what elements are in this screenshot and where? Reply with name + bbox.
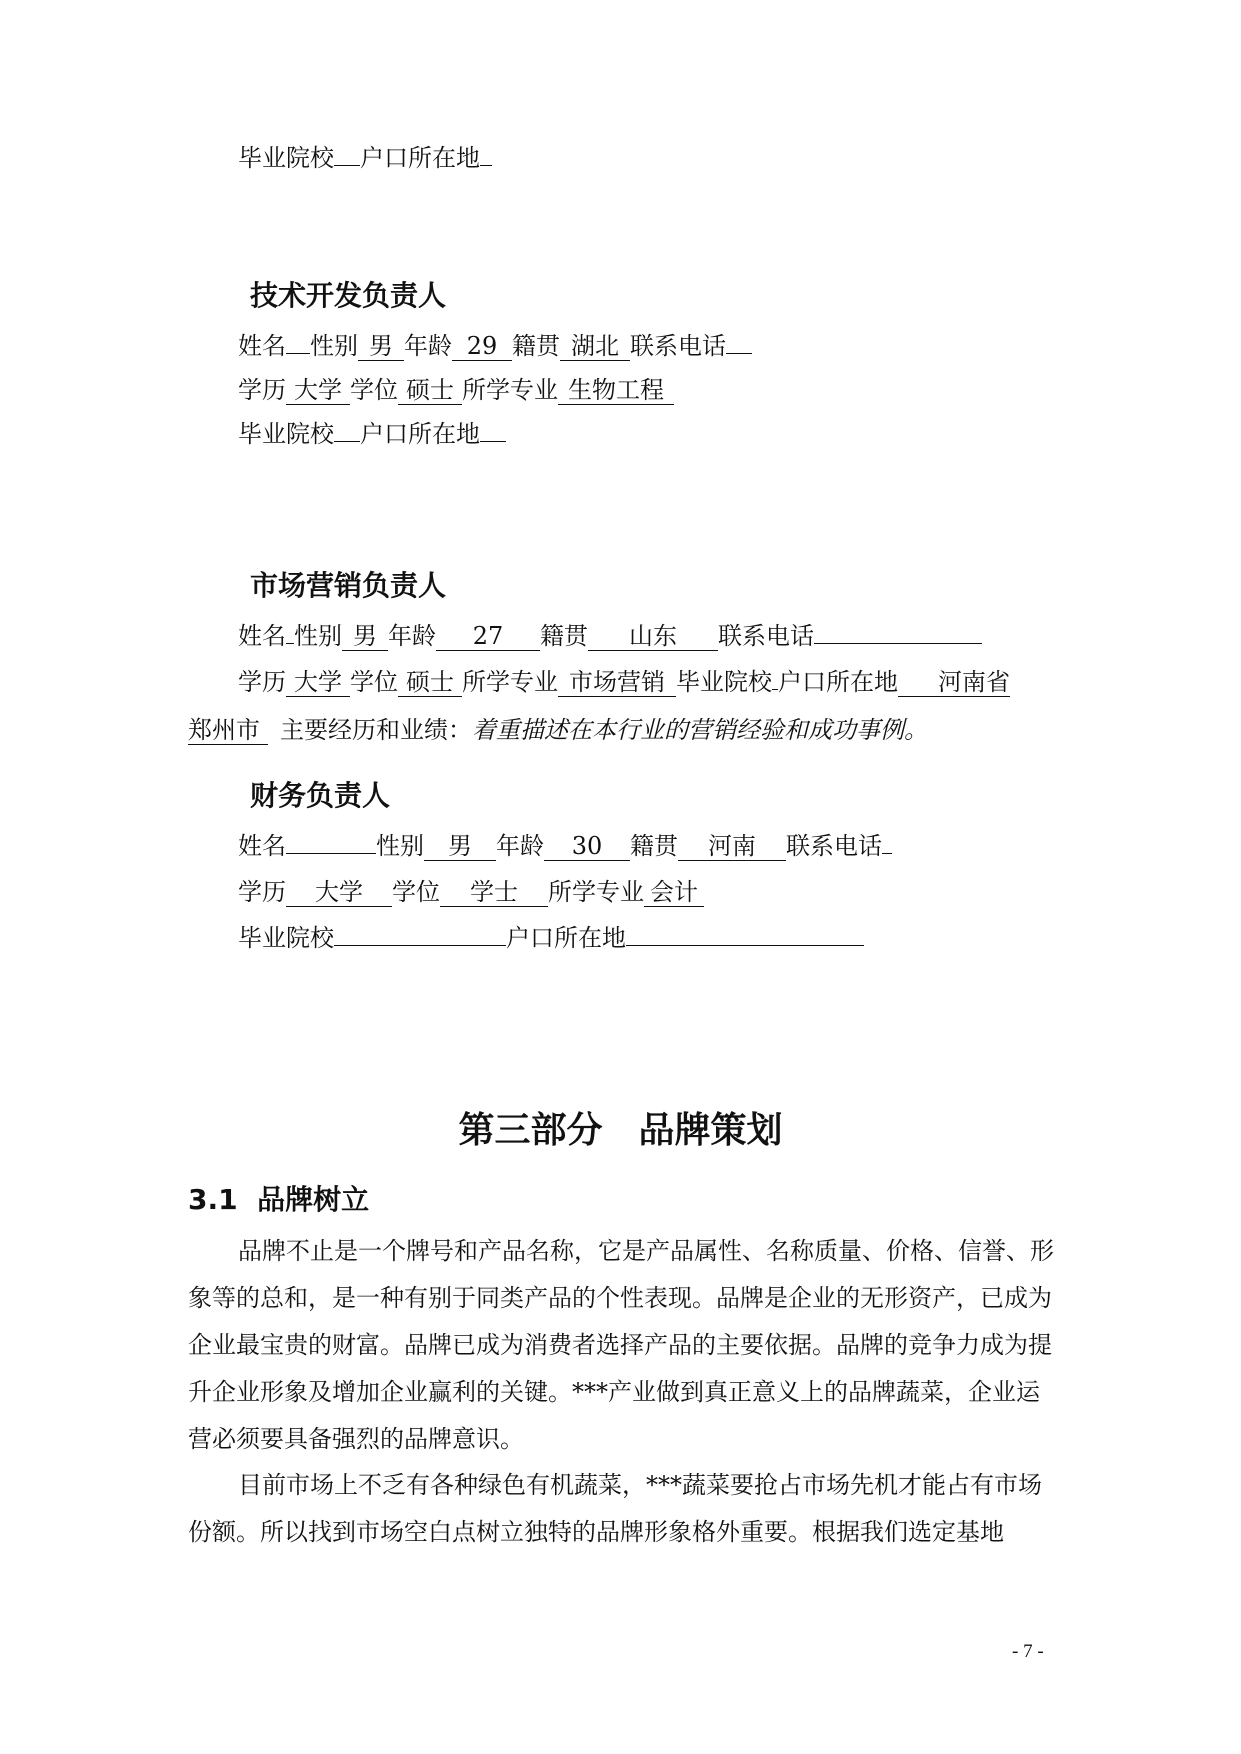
finance-age-value: 30 — [544, 832, 630, 861]
finance-edu-value: 大学 — [286, 878, 392, 907]
tech-origin-value: 湖北 — [560, 332, 630, 361]
finance-major-value: 会计 — [644, 878, 704, 907]
brand-paragraph-2: 目前市场上不乏有各种绿色有机蔬菜，***蔬菜要抢占市场先机才能占有市场份额。所以找到市场空白点树立独特的品牌形象格外重要。根据我们选定基地 — [188, 1471, 1042, 1546]
tech-lead-basic-info: 姓名 性别 男 年龄 29 籍贯 湖北 联系电话 — [238, 330, 752, 362]
tech-lead-education: 学历 大学 学位 硕士 所学专业 生物工程 — [238, 374, 674, 406]
top-school-line: 毕业院校 户口所在地 — [238, 142, 492, 174]
tech-age-value: 29 — [452, 332, 512, 361]
marketing-hukou-value-1: 河南省 — [898, 668, 1010, 697]
page-number: - 7 - — [1012, 1641, 1044, 1662]
marketing-lead-basic-info: 姓名 性别 男 年龄 27 籍贯 山东 联系电话 — [238, 620, 982, 652]
marketing-experience-note: 着重描述在本行业的营销经验和成功事例。 — [472, 716, 928, 744]
tech-degree-value: 硕士 — [398, 376, 462, 405]
marketing-degree-value: 硕士 — [398, 668, 462, 697]
tech-major-value: 生物工程 — [558, 376, 674, 405]
marketing-lead-education: 学历 大学 学位 硕士 所学专业 市场营销 毕业院校 户口所在地 河南省 — [238, 668, 1010, 696]
marketing-lead-heading: 市场营销负责人 — [250, 569, 447, 602]
finance-lead-heading: 财务负责人 — [250, 779, 391, 812]
part-title: 第三部分 品牌策划 — [458, 1110, 783, 1151]
marketing-lead-experience: 郑州市 主要经历和业绩：着重描述在本行业的营销经验和成功事例。 — [188, 716, 928, 744]
tech-lead-school: 毕业院校 户口所在地 — [238, 418, 506, 450]
tech-edu-value: 大学 — [286, 376, 350, 405]
finance-gender-value: 男 — [424, 832, 496, 861]
finance-lead-education: 学历 大学 学位 学士 所学专业 会计 — [238, 876, 704, 908]
brand-paragraph-1: 品牌不止是一个牌号和产品名称，它是产品属性、名称质量、价格、信誉、形象等的总和，是一种有别于同类产品的个性表现。品牌是企业的无形资产，已成为企业最宝贵的财富。品牌已成为消费者选择产品的主要依据。品牌的竞争力成为提升企业形象及增加企业赢利的关键。***产业做到真正意义上的品牌蔬菜，企业运营必须要具备强烈的品牌意识。 — [188, 1237, 1054, 1453]
marketing-origin-value: 山东 — [588, 622, 718, 651]
marketing-gender-value: 男 — [342, 622, 388, 651]
finance-lead-school: 毕业院校 户口所在地 — [238, 922, 864, 954]
tech-lead-heading: 技术开发负责人 — [250, 279, 447, 312]
section-title: 3.1 品牌树立 — [188, 1183, 370, 1216]
tech-gender-value: 男 — [358, 332, 404, 361]
finance-origin-value: 河南 — [678, 832, 786, 861]
finance-lead-basic-info: 姓名 性别 男 年龄 30 籍贯 河南 联系电话 — [238, 830, 892, 862]
marketing-age-value: 27 — [436, 622, 540, 651]
marketing-major-value: 市场营销 — [558, 668, 676, 697]
finance-degree-value: 学士 — [440, 878, 548, 907]
marketing-hukou-value-2: 郑州市 — [188, 716, 268, 745]
marketing-edu-value: 大学 — [286, 668, 350, 697]
